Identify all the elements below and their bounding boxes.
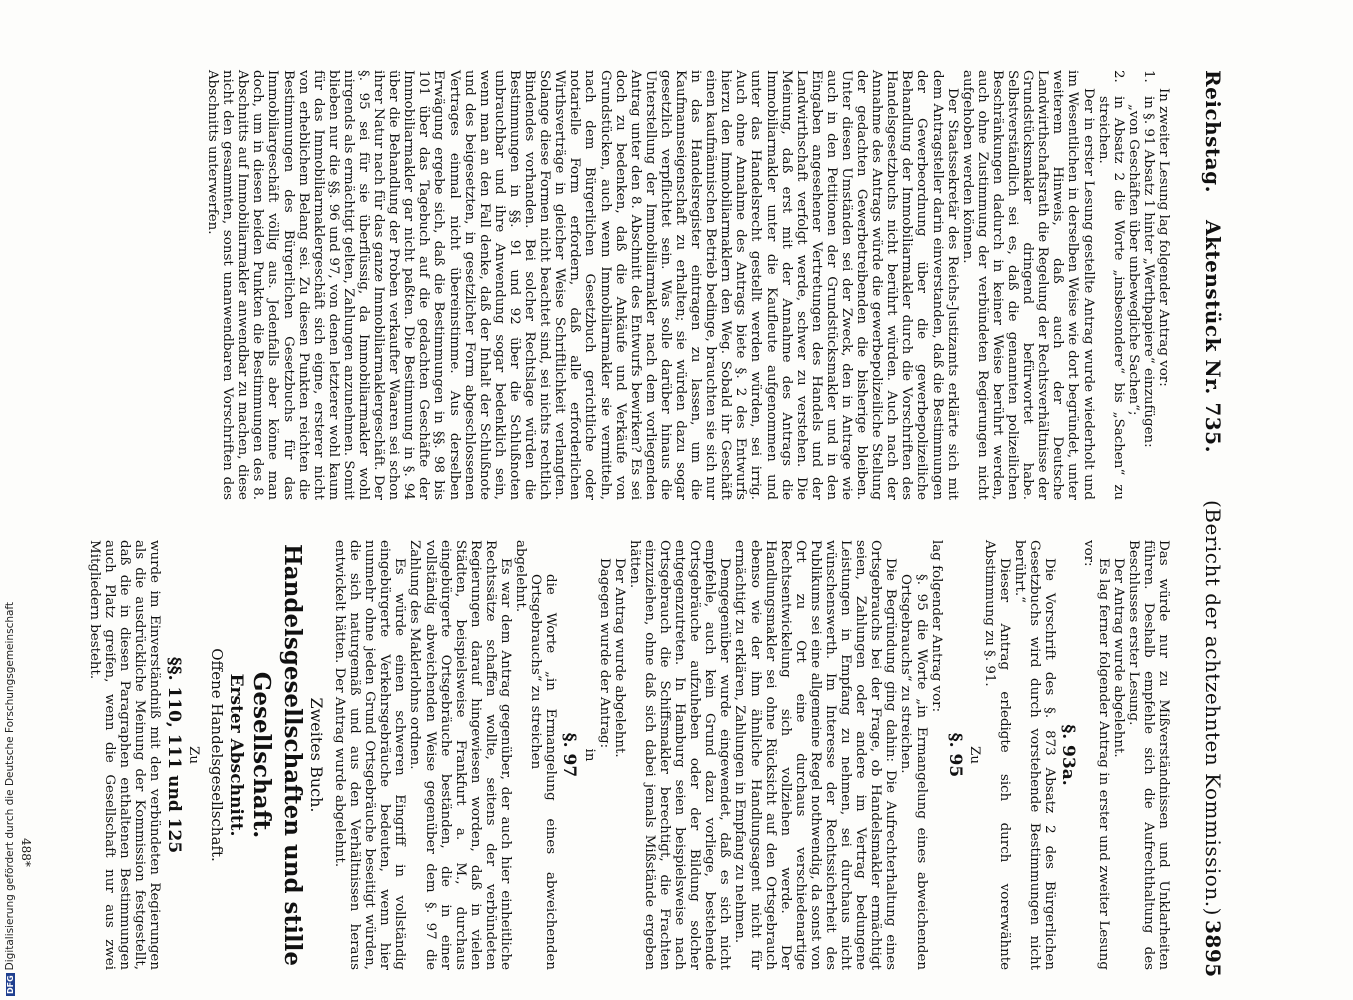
paragraph: Der Antrag wurde abgelehnt. — [1110, 558, 1126, 758]
section-heading: §§. 110, 111 und 125 — [163, 656, 184, 854]
paragraph: wurde im Einverständniß mit den verbündeten Regierungen als die ausdrückliche Meinung der Kommission festgestellt, daß die in diesen Paragraphen enthaltenen Bestimmungen auch Platz greifen, wenn die Gesellschaft nur aus zwei Mitgliedern besteht. — [87, 540, 163, 970]
section-heading: §. 97 — [559, 732, 580, 778]
quotation: Die Vorschrift des §. 873 Absatz 2 des Bürgerlichen Gesetzbuchs wird durch vorstehende Bestimmungen nicht berührt.“ — [1012, 540, 1058, 970]
header-page-number: 3895 — [1201, 920, 1225, 978]
paragraph: Der Antrag wurde abgelehnt. — [611, 558, 627, 758]
list-number: 1. — [1140, 70, 1156, 83]
paragraph: Dieser Antrag erledigte sich durch vorerwähnte Abstimmung zu §. 91. — [981, 540, 1013, 970]
dfg-logo-icon: DFG — [5, 975, 15, 994]
paragraph: Es würde einen schweren Eingriff in vollständig eingebürgerte Verkehrsgebräuche bedeuten, wenn hier nunmehr ohne jeden Grund Ortsgebräuche beseitigt würden, die sich naturgemäß und aus den Verhältnissen heraus entwickelt hätten. Der Antrag wurde abgelehnt. — [332, 540, 408, 970]
paragraph: Es war dem Antrag gegenüber, der auch hier einheitliche Rechtssätze schaffen wollte, seitens der verbündeten Regierungen darauf hingewiesen worden, daß in vielen Städten, beispielsweise Frankfurt a. M., durchaus eingebürgerte Ortsgebräuche beständen, die in einer vollständig abweichenden Weise gegenüber dem §. 97 die Zahlung des Maklerlohns ordnen. — [407, 540, 514, 970]
quotation: die Worte „in Ermangelung eines abweichenden Ortsgebrauchs“ zu streichen — [528, 574, 559, 970]
paragraph: Demgegenüber wurde eingewendet, daß es sich nicht empfehle, auch kein Grund dazu vorliege, bestehende Ortsgebräuche aufzuheben oder der Bildung solcher entgegenzutreten. In Hamburg seien beispielsweise nach Ortsgebrauch die Schiffsmakler berechtigt, die Frachten einzuziehen, ohne daß sich dabei jemals Mißstände ergeben hätten. — [626, 540, 733, 970]
paragraph: lag folgender Antrag vor: — [928, 540, 944, 713]
title-line: Gesellschaft. — [247, 671, 275, 839]
paragraph: In zweiter Lesung lag folgender Antrag vor: — [1156, 88, 1171, 387]
book-heading: Zweites Buch. — [306, 697, 326, 813]
section-heading: §. 93a. — [1058, 724, 1079, 786]
header-commission-note: (Bericht der achtzehnten Kommission.) — [1201, 500, 1225, 916]
page-header — [1191, 70, 1231, 978]
paragraph: Das würde nur zu Mißverständnissen und Unklarheiten führen. Deshalb empfehle sich die Aufrechthaltung des Beschlusses erster Lesung. — [1125, 540, 1171, 970]
paragraph: Es lag ferner folgender Antrag in erster und zweiter Lesung vor: — [1080, 540, 1111, 970]
in-label: in — [581, 748, 597, 762]
paragraph: Die Begründung ging dahin: Die Aufrechterhaltung eines Ortsgebrauchs bei der Frage, ob Handelsmakler ermächtigt seien, Zahlungen oder andere im Vertrag bedungene Leistungen in Empfang zu nehmen, sei durchaus nicht wünschenswerth. Im Interesse der Rechtssicherheit des Publikums sei eine allgemeine Regel nothwendig, da sonst von Ort zu Ort eine durchaus verschiedenartige Rechtsentwickelung sich vollziehen werde. Der Handlungsmakler sei ohne Rücksicht auf den Ortsgebrauch ebenso wie der ihm ähnliche Handlungsagent nicht für ermächtigt zu erklären, Zahlungen in Empfang zu nehmen. — [732, 540, 899, 970]
list-text: in §. 91 Absatz 1 hinter „Werthpapiere“ einzufügen: — [1140, 96, 1156, 448]
zu-label: Zu — [966, 746, 982, 764]
digitization-footer — [4, 0, 18, 996]
section-subtitle: Offene Handelsgesellschaft. — [207, 648, 226, 862]
page-footnote-number: 488* — [19, 838, 33, 867]
quotation: §. 95 die Worte „in Ermangelung eines abweichenden Ortsgebrauchs“ zu streichen. — [898, 574, 929, 970]
zu-label: Zu — [185, 746, 201, 764]
left-column — [205, 70, 1171, 500]
right-column — [87, 540, 1171, 970]
paragraph: Dagegen wurde der Antrag: — [596, 558, 612, 749]
section-title: Erster Abschnitt. — [225, 673, 246, 837]
paragraph: Der Staatssekretär des Reichs-Justizamts erklärte sich mit dem Antragsteller darin einverstanden, daß die Bestimmungen der Gewerbeordnung über die gewerbepolizeiliche Behandlung der Immobiliarmakler durch die Vorschriften des Handelsgesetzbuchs nicht berührt würden. Auch nach der Annahme des Antrags würde die gewerbepolizeiliche Stellung der gedachten Gewerbetreibenden die bisherige bleiben. Unter diesen Umständen sei der Zweck, den in Antrage wie auch in den Petitionen der Grundstücksmakler und in den Eingaben angesehener Vertretungen des Handels und der Landwirthschaft verfolgt werde, schwer zu verstehen. Die Meinung, daß erst mit der Annahme des Antrags die Immobiliarmakler unter die Kaufleute aufgenommen und unter das Handelsrecht gestellt werden würden, sei irrig. Auch ohne Annahme des Antrags biete §. 2 des Entwurfs hierzu den Immobiliarmaklern den Weg. Sobald ihr Geschäft einen kaufmännischen Betrieb bedinge, brauchten sie sich nur in das Handelsregister eintragen zu lassen, um die Kaufmannseigenschaft zu erhalten; sie würden dazu sogar gesetzlich verpflichtet sein. Was solle darüber hinaus die Unterstellung der Immobiliarmakler nach dem vorliegenden Antrag unter den 8. Abschnitt des Entwurfs bewirken? Es sei doch zu bedenken, daß die Ankäufe und Verkäufe von Grundstücken, auch wenn Immobiliarmakler sie vermitteln, nach dem Bürgerlichen Gesetzbuch gerichtliche oder notarielle Form erfordern, daß alle erforderlichen Wirthsverträge in gleicher Weise Schriftlichkeit verlangten. Solange diese Formen nicht beachtet sind, sei nichts rechtlich Bindendes vorhanden. Bei solcher Rechtslage würden die Bestimmungen in §§. 91 und 92 über die Schlußnoten unbrauchbar und ihre Anwendung sogar bedenklich sein, wenn man an den Fall denke, daß der Inhalt der Schlußnote und des beigesetzten, in gesetzlicher Form abgeschlossenen Vertrages einmal nicht übereinstimme. Aus derselben Erwägung ergebe sich, daß die Bestimmungen in §§. 98 bis 101 über das Tagebuch auf die gedachten Geschäfte der Immobiliarmakler gar nicht paßten. Die Bestimmung in §. 94 über die Behandlung der Proben verkaufter Waaren sei schon ihrer Natur nach für das ganze Immobiliarmaklergeschäft. Der §. 95 sei für sie überflüssig, da Immobiliarmakler wohl nirgends als ermächtigt gelten, Zahlungen anzunehmen. Somit blieben nur die §§. 96 und 97, von denen letzterer wohl kaum für das Immobiliarmaklergeschäft sich eigne, ersterer nicht von erheblichem Belang sei. Zu diesen Punkten reichten die Bestimmungen des Bürgerlichen Gesetzbuchs für das Immobiliargeschäft völlig aus. Jedenfalls aber könne man doch, um in diesen beiden Punkten die Bestimmungen des 8. Abschnitts auf Immobiliarmakler anwendbar zu machen, diese nicht den gesammten, sonst unanwendbaren Vorschriften des Abschnitts unterwerfen. — [205, 70, 960, 500]
list-number: 2. — [1110, 70, 1126, 83]
header-document-number: Aktenstück Nr. 735. — [1201, 220, 1225, 454]
footer-text: Digitalisierung gefördert durch die Deutsche Forschungsgemeinschaft — [4, 601, 16, 971]
quotation: „von Geschäften über unbewegliche Sachen“; — [1125, 104, 1141, 416]
header-reichstag: Reichstag. — [1201, 70, 1225, 194]
section-heading: §. 95 — [944, 732, 965, 778]
paragraph: Der in erster Lesung gestellte Antrag wurde wiederholt und im Wesentlichen in derselben Weise wie dort begründet, unter weiterem Hinweis, daß auch der Deutsche Landwirthschaftsrath die Regelung der Rechtsverhältnisse der Grundstücksmakler dringend befürwortet habe. Selbstverständlich sei es, daß die genannten polizeilichen Beschränkungen dadurch in keiner Weise berührt werden, auch ohne Zustimmung der verbündeten Regierungen nicht aufgehoben werden können. — [959, 70, 1096, 500]
title-line: Handelsgesellschaften und stille — [278, 544, 306, 966]
paragraph: abgelehnt. — [513, 540, 529, 613]
list-text: in Absatz 2 die Worte „insbesondere“ bis „Sachen“ zu streichen. — [1095, 96, 1126, 500]
list-item — [1141, 70, 1156, 500]
list-item — [1096, 70, 1126, 500]
